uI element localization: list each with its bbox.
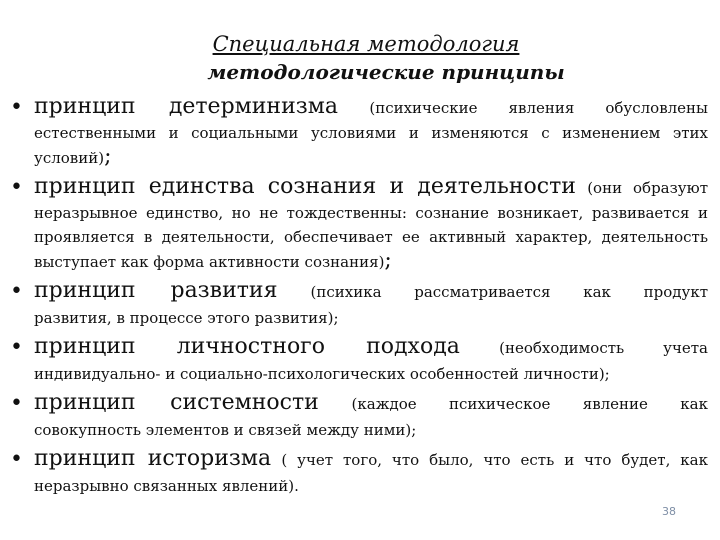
principle-end: ; xyxy=(104,144,112,169)
page-number: 38 xyxy=(662,505,676,518)
principle-explanation-start: (необходимость учета xyxy=(499,339,708,357)
bullet-icon: • xyxy=(10,447,23,472)
slide-title: Специальная методология xyxy=(212,32,520,56)
bullet-icon: • xyxy=(10,391,23,416)
bullet-icon: • xyxy=(10,279,23,304)
principle-explanation: неразрывное единство, но не тождественны: сознание возникает, развивается и проявляется в деятельности, обеспечивает ее активный характер, деятельность выступает как форма активности сознания) xyxy=(34,204,708,271)
principle-explanation: неразрывно связанных явлений). xyxy=(34,477,299,495)
principle-name: принцип личностного подхода xyxy=(34,334,460,359)
principles-list xyxy=(0,94,720,502)
list-item xyxy=(0,334,720,386)
bullet-icon: • xyxy=(10,95,23,120)
principle-explanation: совокупность элементов и связей между ними); xyxy=(34,421,417,439)
principle-explanation: индивидуально- и социально-психологических особенностей личности); xyxy=(34,365,610,383)
principle-explanation-start: (каждое психическое явление как xyxy=(351,395,708,413)
principle-explanation-start: ( учет того, что было, что есть и что будет, как xyxy=(281,451,708,469)
principle-name: принцип детерминизма xyxy=(34,94,338,119)
list-item xyxy=(0,390,720,442)
principle-explanation: естественными и социальными условиями и изменяются с изменением этих условий) xyxy=(34,124,708,167)
principle-name: принцип развития xyxy=(34,278,278,303)
principle-name: принцип историзма xyxy=(34,446,272,471)
principle-end: ; xyxy=(384,248,392,273)
principle-explanation-start: (психические явления обусловлены xyxy=(369,99,708,117)
principle-explanation-start: (психика рассматривается как продукт xyxy=(310,283,709,301)
principle-explanation-start: (они образуют xyxy=(587,179,708,197)
bullet-icon: • xyxy=(10,175,23,200)
principle-name: принцип единства сознания и деятельности xyxy=(34,174,576,199)
principle-explanation: развития, в процессе этого развития); xyxy=(34,309,339,327)
list-item xyxy=(0,94,720,170)
slide-subtitle: методологические принципы xyxy=(207,60,565,84)
principle-name: принцип системности xyxy=(34,390,319,415)
list-item xyxy=(0,446,720,498)
list-item xyxy=(0,174,720,274)
bullet-icon: • xyxy=(10,335,23,360)
list-item xyxy=(0,278,720,330)
